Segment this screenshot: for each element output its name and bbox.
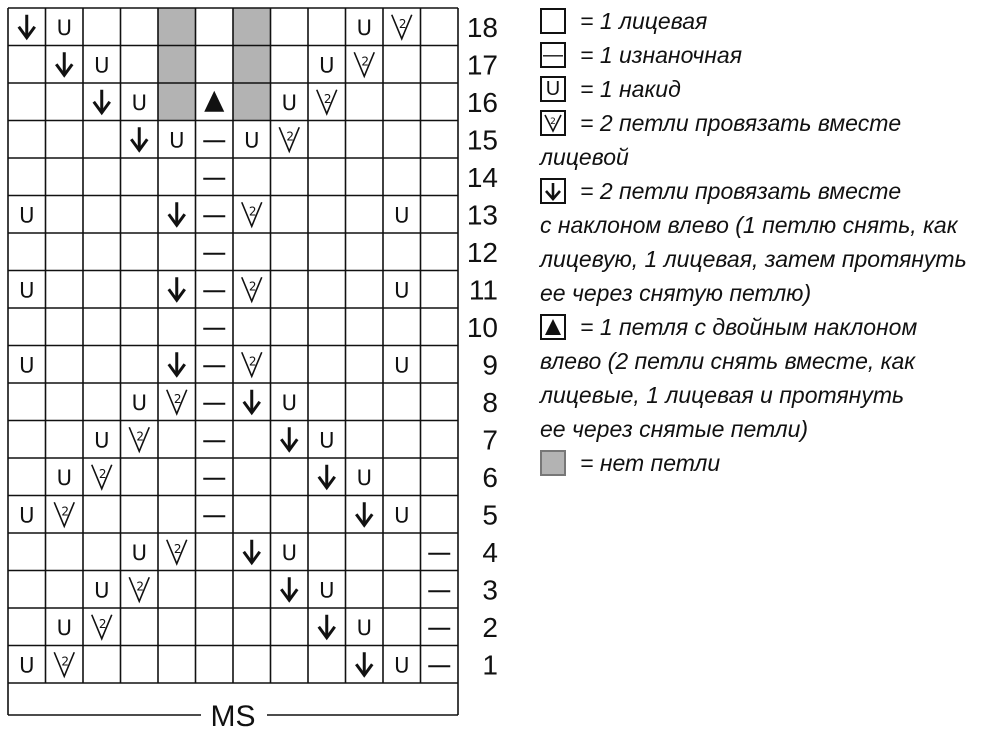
yarn-over-symbol: U <box>319 53 335 78</box>
yarn-over-symbol: U <box>131 90 147 115</box>
legend-dbl-text-3: лицевые, 1 лицевая и протянуть <box>540 382 905 408</box>
legend-dbl-text-4: ее через снятые петли) <box>540 416 809 442</box>
yarn-over-symbol: U <box>356 15 372 40</box>
row-number: 6 <box>482 461 498 493</box>
k2tog-number: 2 <box>136 429 145 444</box>
row-number: 3 <box>482 574 498 606</box>
yarn-over-symbol: U <box>356 615 372 640</box>
legend-double-decrease <box>540 310 1000 344</box>
no-stitch-cell <box>158 83 196 121</box>
legend-ssk-text-4: ее через снятую петлю) <box>540 280 812 306</box>
k2tog-number: 2 <box>398 16 407 31</box>
no-stitch-cell <box>233 8 271 46</box>
k2tog-number: 2 <box>173 541 182 556</box>
legend-purl-text: = 1 изнаночная <box>580 42 742 68</box>
no-stitch-cell <box>233 83 271 121</box>
row-number: 7 <box>482 424 498 456</box>
k2tog-number: 2 <box>98 616 107 631</box>
legend-no-stitch-text: = нет петли <box>580 450 721 476</box>
k2tog-number: 2 <box>98 466 107 481</box>
legend <box>540 4 1000 480</box>
legend-yo-text: = 1 накид <box>580 76 681 102</box>
k2tog-number: 2 <box>173 391 182 406</box>
k2tog-number: 2 <box>248 204 257 219</box>
k2tog-number: 2 <box>248 354 257 369</box>
yarn-over-symbol: U <box>56 15 72 40</box>
legend-purl <box>540 38 1000 72</box>
legend-k2tog-text-2: лицевой <box>540 144 629 170</box>
yarn-over-symbol: U <box>19 353 35 378</box>
row-number: 8 <box>482 386 498 418</box>
no-stitch-icon <box>540 450 566 476</box>
row-number: 9 <box>482 349 498 381</box>
yarn-over-symbol: U <box>56 615 72 640</box>
yarn-over-symbol: U <box>19 653 35 678</box>
svg-text:2: 2 <box>550 117 556 127</box>
legend-yo <box>540 72 1000 106</box>
yarn-over-symbol: U <box>169 128 185 153</box>
row-number: 16 <box>466 86 498 118</box>
no-stitch-cell <box>158 8 196 46</box>
row-number: 17 <box>466 49 498 81</box>
row-number: 18 <box>466 11 498 43</box>
purl-icon: — <box>540 42 566 68</box>
yarn-over-symbol: U <box>94 578 110 603</box>
yarn-over-symbol: U <box>281 540 297 565</box>
yarn-over-symbol: U <box>394 653 410 678</box>
row-number: 13 <box>466 199 498 231</box>
k2tog-number: 2 <box>61 504 70 519</box>
row-number: 1 <box>482 649 498 681</box>
ms-label: MS <box>210 700 256 733</box>
no-stitch-cell <box>158 46 196 84</box>
yarn-over-icon: U <box>540 76 566 102</box>
yarn-over-symbol: U <box>94 53 110 78</box>
yarn-over-symbol: U <box>19 203 35 228</box>
k2tog-number: 2 <box>61 654 70 669</box>
row-number: 10 <box>466 311 498 343</box>
legend-dbl-text-2: влево (2 петли снять вместе, как <box>540 348 916 374</box>
yarn-over-symbol: U <box>319 578 335 603</box>
yarn-over-symbol: U <box>131 540 147 565</box>
yarn-over-symbol: U <box>19 278 35 303</box>
no-stitch-cell <box>233 46 271 84</box>
legend-ssk-text-3: лицевую, 1 лицевая, затем протянуть <box>540 246 967 272</box>
legend-ssk-text: = 2 петли провязать вместе <box>580 178 902 204</box>
legend-knit-text: = 1 лицевая <box>580 8 708 34</box>
k2tog-number: 2 <box>361 54 370 69</box>
row-number: 11 <box>468 274 498 306</box>
yarn-over-symbol: U <box>394 278 410 303</box>
double-decrease-symbol <box>204 91 224 112</box>
yarn-over-symbol: U <box>94 428 110 453</box>
yarn-over-symbol: U <box>19 503 35 528</box>
ssk-arrow-icon <box>540 178 566 204</box>
yarn-over-symbol: U <box>56 465 72 490</box>
yarn-over-symbol: U <box>281 390 297 415</box>
legend-k2tog-text: = 2 петли провязать вместе <box>580 110 902 136</box>
row-number: 2 <box>482 611 498 643</box>
legend-dbl-text: = 1 петля с двойным наклоном <box>580 314 918 340</box>
yarn-over-symbol: U <box>394 203 410 228</box>
k2tog-number: 2 <box>323 91 332 106</box>
legend-no-stitch <box>540 446 1000 480</box>
legend-knit <box>540 4 1000 38</box>
legend-ssk-text-2: с наклоном влево (1 петлю снять, как <box>540 212 958 238</box>
yarn-over-symbol: U <box>281 90 297 115</box>
triangle-icon <box>540 314 566 340</box>
yarn-over-symbol: U <box>356 465 372 490</box>
knit-icon <box>540 8 566 34</box>
yarn-over-symbol: U <box>244 128 260 153</box>
yarn-over-symbol: U <box>394 353 410 378</box>
row-number: 5 <box>482 499 498 531</box>
yarn-over-symbol: U <box>131 390 147 415</box>
yarn-over-symbol: U <box>319 428 335 453</box>
legend-ssk <box>540 174 1000 208</box>
row-number: 4 <box>482 536 498 568</box>
k2tog-number: 2 <box>136 579 145 594</box>
k2tog-icon <box>540 110 566 136</box>
row-number: 12 <box>466 236 498 268</box>
legend-k2tog <box>540 106 1000 140</box>
k2tog-number: 2 <box>286 129 295 144</box>
row-number: 15 <box>466 124 498 156</box>
yarn-over-symbol: U <box>394 503 410 528</box>
row-number: 14 <box>466 161 498 193</box>
k2tog-number: 2 <box>248 279 257 294</box>
